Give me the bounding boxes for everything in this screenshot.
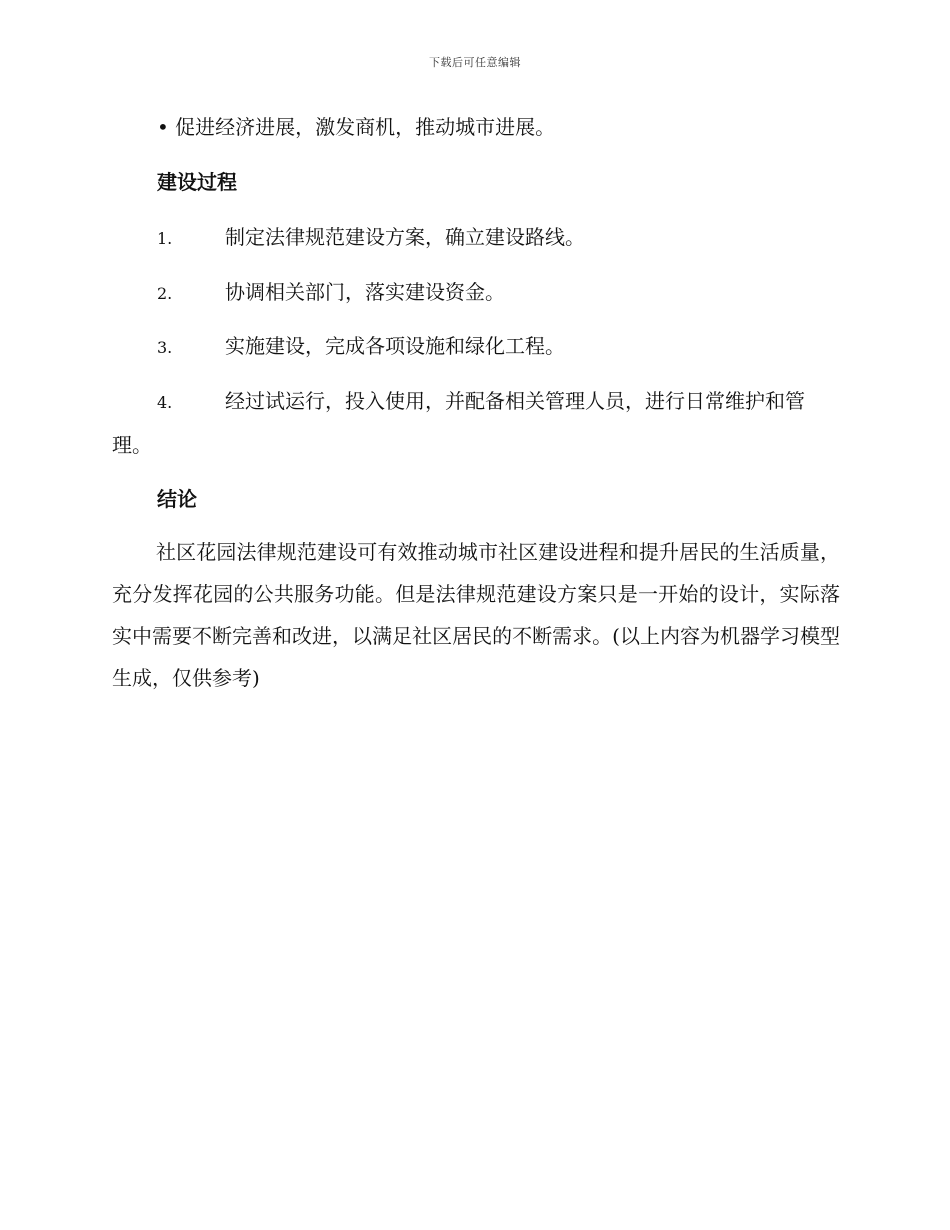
conclusion-paragraph: 社区花园法律规范建设可有效推动城市社区建设进程和提升居民的生活质量，充分发挥花园的公共服务功能。但是法律规范建设方案只是一开始的设计，实际落实中需要不断完善和改进，以满足社区居民的不断需求。(以上内容为机器学习模型生成，仅供参考): [112, 540, 840, 690]
list-item: [112, 325, 838, 369]
page-header: 下载后可任意编辑: [429, 56, 521, 69]
list-number: 2.: [157, 284, 173, 303]
list-item: [112, 216, 838, 260]
list-item: [112, 271, 838, 315]
section-heading-process: 建设过程: [157, 170, 237, 194]
list-item-text: 实施建设，完成各项设施和绿化工程。: [225, 334, 565, 358]
section-heading-conclusion: 结论: [157, 487, 197, 511]
list-item: [112, 380, 838, 466]
list-number: 1.: [157, 229, 173, 248]
list-number: 4.: [157, 393, 173, 412]
list-item-text: 制定法律规范建设方案，确立建设路线。: [225, 225, 585, 249]
bullet-item: • 促进经济进展，激发商机，推动城市进展。: [157, 115, 556, 139]
list-number: 3.: [157, 338, 173, 357]
list-item-text: 协调相关部门，落实建设资金。: [225, 280, 505, 304]
list-item-text: 经过试运行，投入使用，并配备相关管理人员，进行日常维护和管理。: [112, 389, 805, 457]
